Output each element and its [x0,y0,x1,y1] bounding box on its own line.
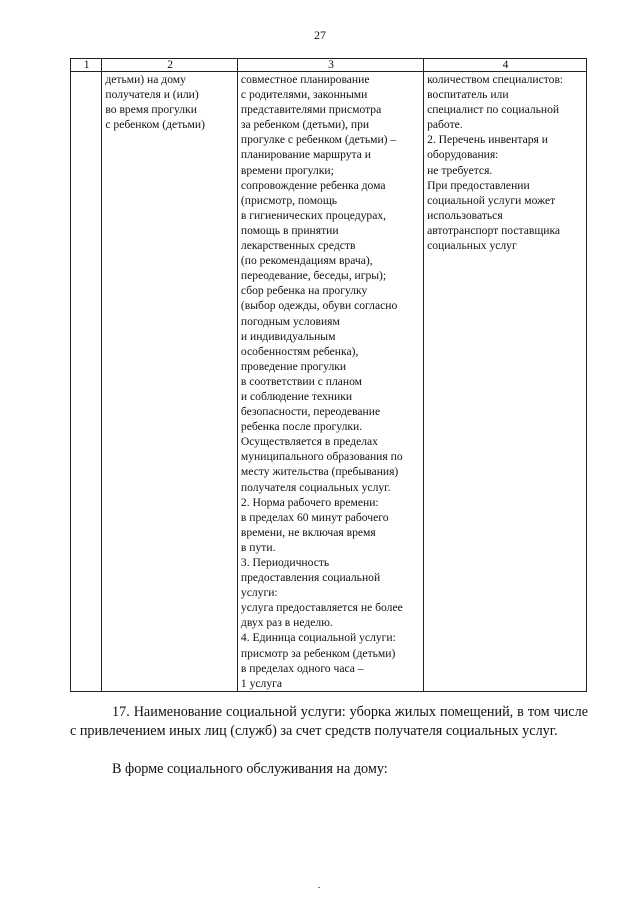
services-table [70,58,587,692]
cell-text-line: работе. [427,118,463,132]
cell-text-line: и индивидуальным [240,329,336,343]
cell-text-line: и соблюдение техники [240,389,353,403]
table-row [71,72,587,692]
cell-text-line: особенностям ребенка), [240,344,359,358]
table-header-row [71,59,587,72]
cell-text-line: в пределах 60 минут рабочего [240,510,389,524]
cell-text-line: двух раз в неделю. [240,616,333,630]
cell-text-line: с родителями, законными [240,88,368,102]
cell-text-line: 3. Периодичность [240,556,330,569]
column-header-1: 1 [71,59,102,72]
cell-text-line: воспитатель или [427,88,509,102]
cell-text-line: автотранспорт поставщика [427,223,561,237]
cell-text-line: не требуется. [427,163,493,177]
cell-text-line: (выбор одежды, обуви согласно [240,299,398,313]
cell-text-line: услуга предоставляется не более [240,601,403,615]
cell-text-line: ребенка после прогулки. [240,420,363,434]
cell-text-line: Осуществляется в пределах [240,435,378,449]
cell-text-line: помощь в принятии [240,223,339,237]
cell-text-line: проведение прогулки [240,359,347,373]
cell-text-line: погодным условиям [240,314,340,328]
column-header-3: 3 [237,59,423,72]
cell-text-line: переодевание, беседы, игры); [240,269,387,283]
cell-text-line: в пределах одного часа – [240,661,364,675]
cell-text-line: сопровождение ребенка дома [240,178,386,192]
cell-text-line: прогулке с ребенком (детьми) – [240,133,397,147]
cell-col2 [102,72,238,692]
cell-text-line: совместное планирование [240,73,370,86]
cell-text-line: присмотр за ребенком (детьми) [240,646,396,660]
cell-text-line: планирование маршрута и [240,148,372,162]
paragraph-item-17: 17. Наименование социальной услуги: уборка жилых помещений, в том числе с привлечением иных лиц (служб) за счет средств получателя социальных услуг. [70,704,588,739]
cell-text-line: получателя и (или) [105,88,199,102]
cell-text-line: социальной услуги может [427,193,556,207]
cell-text-line: времени, не включая время [240,525,376,539]
cell-text-line: специалист по социальной [427,103,560,117]
cell-text-line: получателя социальных услуг. [240,480,391,494]
cell-text-line: 4. Единица социальной услуги: [240,631,396,645]
cell-col3 [237,72,423,692]
cell-text-line: безопасности, переодевание [240,405,381,419]
cell-text-line: за ребенком (детьми), при [240,118,370,132]
cell-text-line: детьми) на дому [105,73,186,86]
scan-speck [318,887,320,888]
cell-text-line: с ребенком (детьми) [105,118,205,132]
paragraph-service-form: В форме социального обслуживания на дому: [112,761,388,777]
cell-col1 [71,72,102,692]
column-header-4: 4 [424,59,587,72]
cell-text-line: оборудования: [427,148,499,162]
cell-text-line: в соответствии с планом [240,374,362,388]
cell-text-line: (по рекомендациям врача), [240,254,373,268]
cell-text-line: представителями присмотра [240,103,382,117]
page-number: 27 [314,28,326,42]
cell-text-line: в гигиенических процедурах, [240,208,387,222]
cell-text-line: муниципального образования по [240,450,403,464]
cell-text-line: При предоставлении [427,178,530,192]
cell-text-line: в пути. [240,540,276,554]
cell-text-line: использоваться [427,208,503,222]
cell-text-line: услуги: [240,586,278,600]
cell-text-line: лекарственных средств [240,239,356,253]
cell-text-line: 2. Перечень инвентаря и [427,133,548,147]
cell-text-line: месту жительства (пребывания) [240,465,399,479]
cell-col4 [424,72,587,692]
cell-text-line: во время прогулки [105,103,197,117]
cell-text-line: сбор ребенка на прогулку [240,284,368,298]
cell-text-line: предоставления социальной [240,571,381,585]
cell-text-line: социальных услуг [427,239,517,253]
cell-text-line: времени прогулки; [240,163,334,177]
cell-text-line: 2. Норма рабочего времени: [240,495,379,509]
cell-text-line: 1 услуга [240,676,283,690]
cell-text-line: (присмотр, помощь [240,193,338,207]
column-header-2: 2 [102,59,238,72]
cell-text-line: количеством специалистов: [427,73,564,86]
